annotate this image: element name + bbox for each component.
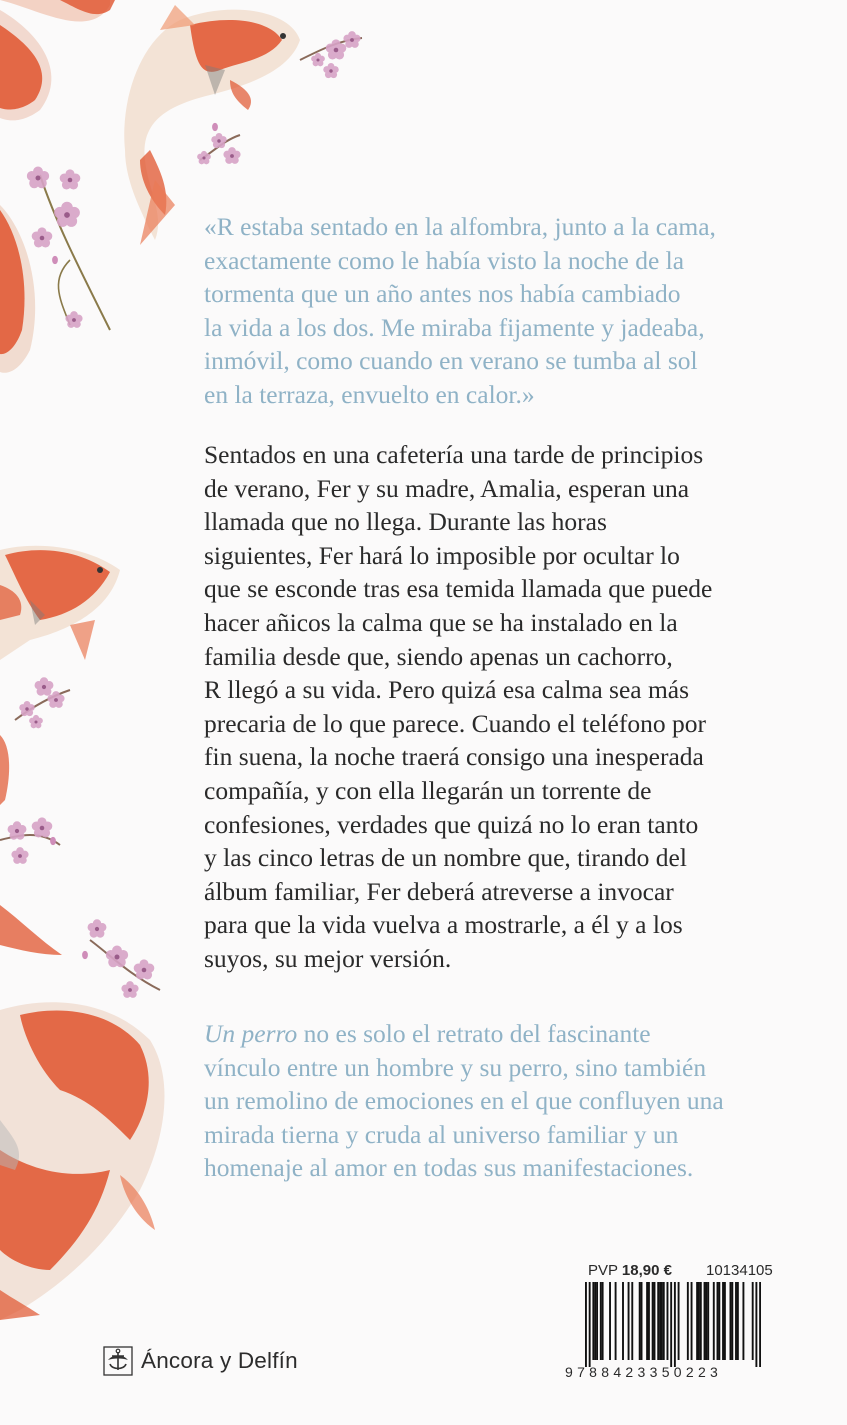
barcode-bar (652, 1282, 654, 1360)
barcode-bar (670, 1282, 672, 1367)
koi-fish-icon (0, 546, 120, 660)
barcode-bar (691, 1282, 693, 1360)
synopsis-line: Sentados en una cafetería una tarde de principios (204, 440, 704, 469)
synopsis-line: álbum familiar, Fer deberá atreverse a invocar (204, 876, 674, 906)
barcode-bar (592, 1282, 594, 1360)
barcode-bar (718, 1282, 720, 1360)
synopsis-line: llamada que no llega. Durante las horas (204, 507, 607, 537)
book-title: Un perro (204, 1019, 298, 1048)
barcode-bar (594, 1282, 596, 1360)
barcode-bar (735, 1282, 737, 1360)
barcode-bar (657, 1282, 659, 1360)
barcode-bar (737, 1282, 739, 1360)
barcode-bar (731, 1282, 733, 1360)
barcode-bar (654, 1282, 656, 1360)
barcode-bar (752, 1282, 754, 1360)
quote-line: inmóvil, como cuando en verano se tumba al sol (204, 346, 698, 376)
cherry-blossom-icon (27, 167, 110, 330)
barcode-bar (707, 1282, 709, 1360)
barcode-bar (698, 1282, 700, 1360)
barcode-bar (687, 1282, 689, 1360)
barcode-bar (602, 1282, 604, 1360)
barcode-bar (674, 1282, 676, 1367)
barcode-bar (663, 1282, 665, 1360)
barcode-bar (600, 1282, 602, 1360)
synopsis-line: de verano, Fer y su madre, Amalia, esperan una (204, 473, 690, 503)
quote-line: tormenta que un año antes nos había cambiado (204, 279, 681, 309)
barcode-bar (667, 1282, 669, 1360)
anchor-dolphin-icon (103, 1346, 133, 1376)
koi-fish-icon (0, 0, 115, 120)
barcode-bar (622, 1282, 624, 1360)
barcode-bar (641, 1282, 643, 1360)
closing-line: homenaje al amor en todas sus manifestaciones. (204, 1153, 694, 1183)
barcode-bar (759, 1282, 761, 1367)
barcode (585, 1282, 761, 1367)
barcode-bar (696, 1282, 698, 1360)
barcode-bar (585, 1282, 587, 1367)
synopsis-line: confesiones, verdades que quizá no lo eran tanto (204, 809, 699, 839)
barcode-bar (678, 1282, 680, 1360)
excerpt-quote (204, 210, 716, 412)
quote-line: la vida a los dos. Me miraba fijamente y jadeaba, (204, 312, 705, 342)
synopsis-line: para que la vida vuelva a mostrarle, a él y a los (204, 910, 683, 940)
barcode-bar (705, 1282, 707, 1360)
barcode-bar (722, 1282, 724, 1360)
cherry-blossom-icon (0, 677, 70, 864)
koi-fish-icon (124, 5, 300, 245)
closing-line: vínculo entre un hombre y su perro, sino también (204, 1052, 707, 1082)
quote-line: «R estaba sentado en la alfombra, junto a la cama, (204, 212, 716, 241)
synopsis-line: precaria de lo que parece. Cuando el teléfono por (204, 708, 706, 738)
barcode-bar (596, 1282, 598, 1360)
synopsis-line: R llegó a su vida. Pero quizá esa calma sea más (204, 675, 690, 705)
quote-line: en la terraza, envuelto en calor.» (204, 379, 535, 409)
barcode-bar (724, 1282, 726, 1360)
barcode-bar (609, 1282, 611, 1360)
barcode-bar (639, 1282, 641, 1360)
barcode-bar (730, 1282, 732, 1360)
barcode-bar (755, 1282, 757, 1367)
synopsis-line: fin suena, la noche traerá consigo una inesperada (204, 742, 704, 772)
barcode-bar (631, 1282, 633, 1360)
barcode-bar (713, 1282, 715, 1360)
barcode-bar (628, 1282, 630, 1360)
product-code: 10134105 (706, 1262, 773, 1279)
quote-line: exactamente como le había visto la noche de la (204, 245, 685, 275)
synopsis-line: familia desde que, siendo apenas un cachorro, (204, 641, 673, 671)
barcode-bar (661, 1282, 663, 1360)
barcode-bar (615, 1282, 617, 1360)
barcode-bar (704, 1282, 706, 1360)
koi-fish-icon (0, 1002, 164, 1320)
synopsis-line: que se esconde tras esa temida llamada que puede (204, 574, 713, 604)
barcode-bar (700, 1282, 702, 1360)
price-label (588, 1262, 672, 1279)
publisher-logo (103, 1346, 298, 1376)
publisher-name: Áncora y Delfín (141, 1348, 298, 1373)
closing-line (204, 1017, 724, 1051)
barcode-bar (589, 1282, 591, 1367)
price-prefix: PVP (588, 1262, 618, 1279)
closing-line: mirada tierna y cruda al universo familiar y un (204, 1119, 679, 1149)
closing-blurb (204, 1017, 724, 1185)
synopsis-text (204, 438, 712, 976)
synopsis-line: compañía, y con ella llegarán un torrente de (204, 775, 652, 805)
synopsis-line: siguientes, Fer hará lo imposible por ocultar lo (204, 540, 680, 570)
synopsis-line: y las cinco letras de un nombre que, tirando del (204, 843, 687, 873)
barcode-bar (659, 1282, 661, 1360)
barcode-bar (742, 1282, 744, 1360)
synopsis-line: hacer añicos la calma que se ha instalado en la (204, 607, 678, 637)
cherry-blossom-icon (82, 919, 160, 998)
barcode-bar (646, 1282, 648, 1360)
price-amount: 18,90 € (621, 1262, 672, 1279)
barcode-bar (648, 1282, 650, 1360)
closing-line: un remolino de emociones en el que confluyen una (204, 1086, 724, 1116)
closing-line-rest: no es solo el retrato del fascinante (297, 1019, 651, 1048)
koi-fish-icon (0, 205, 35, 373)
synopsis-line: suyos, su mejor versión. (204, 943, 452, 973)
isbn-number: 9788423350223 (565, 1364, 723, 1380)
barcode-bar (717, 1282, 719, 1360)
